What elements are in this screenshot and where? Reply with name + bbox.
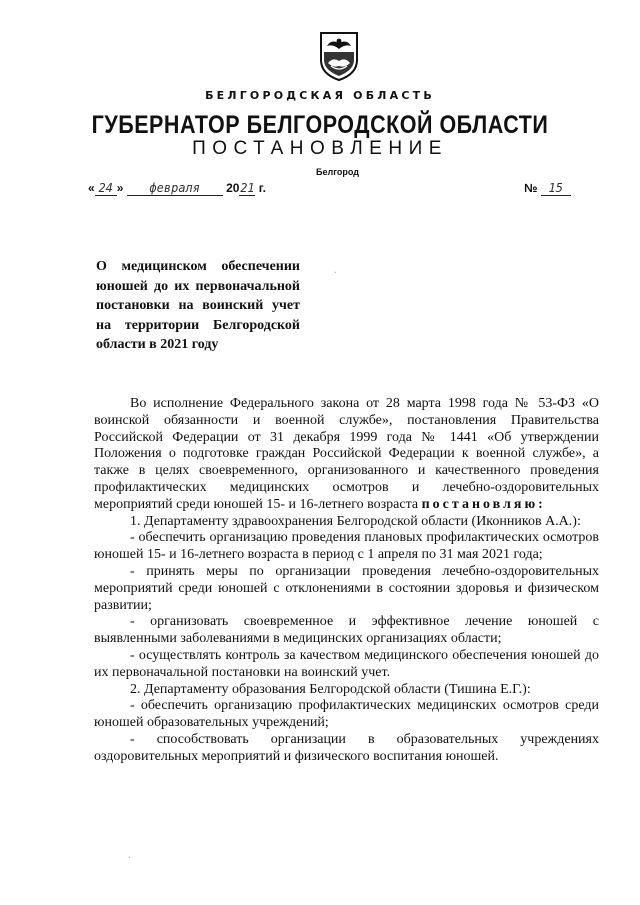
intro-text: Во исполнение Федерального закона от 28 марта 1998 года № 53-ФЗ «О воинской обязанности и военной службе», постановления Правительства Российской Федерации от 31 декабря 1999 года № 1441 «Об утверждении Положения о подготовке граждан Российской Федерации к военной службе», а также в целях своевременного, организованного и качественного проведения профилактических медицинских осмотров и лечебно-оздоровительных мероприятий среди юношей 15- и 16-летнего возраста	[94, 396, 599, 512]
paragraph-2: 2. Департаменту образования Белгородской области (Тишина Е.Г.):	[130, 681, 531, 697]
date-year-prefix: 20	[226, 181, 240, 195]
paragraph-1-item-2: - принять меры по организации проведения лечебно-оздоровительных мероприятий среди юношей с отклонениями в состоянии здоровья и физическом развитии;	[94, 563, 599, 613]
intro-paragraph	[94, 396, 599, 514]
paragraph-1-item-4: - осуществлять контроль за качеством медицинского обеспечения юношей до их первоначальной постановки на воинский учет.	[94, 647, 599, 680]
paragraph-1-item-1: - обеспечить организацию проведения плановых профилактических осмотров юношей 15- и 16-летнего возраста в период с 1 апреля по 31 мая 2021 года;	[94, 530, 599, 563]
date-year-suffix: 21	[240, 181, 255, 195]
document-body	[94, 396, 599, 766]
date-year-unit: г.	[258, 181, 266, 195]
document-number: 15	[541, 181, 571, 196]
date-day: 24	[95, 181, 117, 196]
document-type-title: ПОСТАНОВЛЕНИЕ	[192, 138, 448, 159]
paragraph-2-item-1: - обеспечить организацию профилактических медицинских осмотров среди юношей образовательных учреждений;	[94, 698, 599, 731]
number-label: №	[524, 181, 538, 195]
city-label: Белгород	[316, 167, 359, 177]
subject-heading: О медицинском обеспечении юношей до их первоначальной постановки на воинский учет на территории Белгородской области в 2021 году	[96, 259, 300, 352]
scan-mark: ˋ	[334, 271, 337, 280]
date-line	[88, 181, 266, 196]
date-month: февраля	[127, 181, 223, 196]
governor-title: ГУБЕРНАТОР БЕЛГОРОДСКОЙ ОБЛАСТИ	[91, 111, 549, 139]
region-title: БЕЛГОРОДСКАЯ ОБЛАСТЬ	[205, 89, 435, 102]
date-close-quote: »	[116, 181, 124, 195]
paragraph-2-item-2: - способствовать организации в образовательных учреждениях оздоровительных мероприятий и физического воспитания юношей.	[94, 731, 599, 764]
document-number-line	[524, 181, 571, 196]
paragraph-1: 1. Департаменту здравоохранения Белгородской области (Иконников А.А.):	[130, 513, 581, 529]
scan-mark: ˋ	[128, 856, 131, 865]
date-open-quote: «	[88, 181, 95, 195]
decree-word: постановляю:	[421, 496, 546, 512]
coat-of-arms-emblem	[318, 30, 360, 82]
paragraph-1-item-3: - организовать своевременное и эффективное лечение юношей с выявленными заболеваниями в медицинских организациях области;	[94, 614, 599, 647]
